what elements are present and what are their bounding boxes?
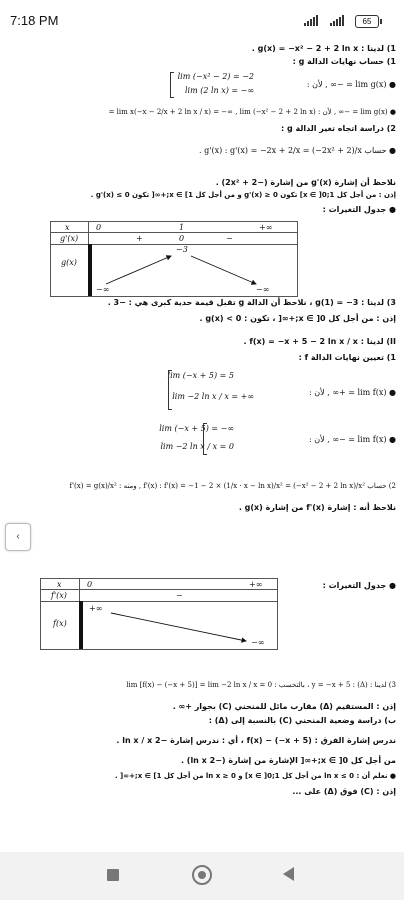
doc-line-20: إذن : المستقيم (Δ) مقارب مائل للمنحني (C) بجوار +∞ . [172, 702, 396, 711]
t1-x: x [65, 223, 70, 232]
doc-line-25: إذن : (C) فوق (Δ) على ... [292, 787, 396, 796]
t2-fp: f'(x) [51, 591, 67, 600]
t1-g: g(x) [61, 258, 77, 267]
doc-line-2: 1) حساب نهايات الدالة g : [292, 57, 396, 66]
t1-minus: − [226, 234, 233, 243]
t1-x1: 1 [179, 223, 185, 232]
t2-xinf: +∞ [249, 580, 263, 589]
limit-c: lim (−x + 5) = 5 [167, 371, 234, 380]
status-time: 7:18 PM [10, 13, 59, 28]
navigation-bar [0, 852, 404, 900]
document-page[interactable] [0, 40, 404, 850]
doc-line-4: ● lim g(x) = −∞ , لأن : lim x(−x − 2/x + 2 ln x / x) = −∞ , lim (−x² − 2 + 2 ln x) = [108, 108, 396, 116]
status-bar [0, 0, 404, 40]
t2-x0: 0 [87, 580, 93, 589]
t1-gp: g'(x) [60, 234, 79, 243]
doc-line-21: ب) دراسة وضعية المنحني (C) بالنسبة إلى (Δ) : [208, 716, 396, 725]
brace-1 [170, 72, 174, 98]
brace-3 [203, 423, 207, 455]
doc-line-1: 1) لدينا : g(x) = −x² − 2 + 2 ln x . [251, 44, 396, 53]
doc-line-10: 3) لدينا : g(1) = −3 ، نلاحظ أن الدالة g تقبل قيمة حدية كبرى هي : −3 . [107, 298, 396, 307]
t1-zero: 0 [179, 234, 185, 243]
t2-arrow [41, 579, 277, 649]
page-handle-icon[interactable]: ‹ [5, 523, 31, 551]
limit-a: lim (−x² − 2) = −2 [177, 72, 254, 81]
limit-b: lim (2 ln x) = −∞ [184, 86, 254, 95]
t1-right: −∞ [256, 285, 270, 294]
variation-table-g [50, 221, 298, 297]
doc-line-3: ● lim g(x) = −∞ , لأن : [306, 80, 396, 89]
doc-line-19: 3) لدينا : (Δ) : y = −x + 5 ، بالتحسب : lim [f(x) − (−x + 5)] = lim −2 ln x / x = 0 [126, 681, 396, 689]
brace-2 [168, 370, 172, 410]
doc-line-24: ● نعلم أن : ln x ≤ 0 من أجل كل x ∈ ]0;1] و ln x ≥ 0 من أجل كل x ∈ [1;+∞[ . [114, 772, 396, 780]
t1-xinf: +∞ [259, 223, 273, 232]
t2-bottom: −∞ [251, 638, 265, 647]
cell-signal-icon [330, 15, 344, 26]
recent-apps-icon[interactable] [107, 869, 119, 881]
limit-f: lim −2 ln x / x = 0 [160, 442, 234, 451]
variation-table-f [40, 578, 278, 650]
t2-minus: − [176, 591, 183, 600]
t1-left: −∞ [96, 285, 110, 294]
doc-line-16: 2) حساب f'(x) : f'(x) = −1 − 2 × (1/x · x − ln x)/x² = (−x² − 2 + 2 ln x)/x² , ومنه : f'(x) = g(x)/x² [69, 482, 396, 490]
doc-line-23: من أجل كل x ∈ ]0;+∞[ الإشارة من إشارة (−2 ln x) . [180, 756, 396, 765]
doc-line-11: إذن : من أجل كل x ∈ ]0;+∞[ ، تكون : g(x) < 0 . [199, 314, 396, 323]
limit-d: lim −2 ln x / x = +∞ [172, 392, 254, 401]
doc-line-22: ندرس إشارة الفرق : f(x) − (−x + 5) ، أي : ندرس إشارة −2 ln x / x . [116, 736, 396, 745]
doc-line-9: ● جدول التغيرات : [322, 205, 396, 214]
wifi-signal-icon [304, 15, 318, 26]
t2-x: x [57, 580, 62, 589]
t1-x0: 0 [96, 223, 102, 232]
doc-line-5: 2) دراسة اتجاه تغير الدالة g : [280, 124, 396, 133]
doc-line-13: 1) تعيين نهايات الدالة f : [298, 353, 396, 362]
t1-arrows [51, 222, 297, 296]
doc-line-17: نلاحظ أنه : إشارة f'(x) من إشارة g(x) . [238, 503, 396, 512]
home-icon[interactable] [192, 865, 212, 885]
doc-line-7: نلاحظ أن إشارة g'(x) من إشارة (−2x² + 2) . [215, 178, 396, 187]
doc-line-18: ● جدول التغيرات : [322, 581, 396, 590]
doc-line-6: ● حساب g'(x) : g'(x) = −2x + 2/x = (−2x² + 2)/x . [199, 146, 396, 155]
t1-top: −3 [176, 245, 188, 254]
t1-plus: + [136, 234, 143, 243]
doc-line-14: ● lim f(x) = +∞ , لأن : [309, 388, 396, 397]
t2-f: f(x) [53, 619, 67, 628]
doc-line-8: إذن : من أجل كل x ∈ ]0;1] تكون g'(x) ≥ 0 و من أجل كل x ∈ [1;+∞[ تكون g'(x) ≤ 0 . [90, 191, 396, 199]
t2-top: +∞ [89, 604, 103, 613]
doc-line-12: II) لدينا : f(x) = −x + 5 − 2 ln x / x . [243, 337, 396, 346]
battery-icon: 65 [355, 15, 379, 28]
back-icon[interactable] [283, 867, 294, 881]
limit-e: lim (−x + 5) = −∞ [159, 424, 234, 433]
doc-line-15: ● lim f(x) = −∞ , لأن : [309, 435, 396, 444]
